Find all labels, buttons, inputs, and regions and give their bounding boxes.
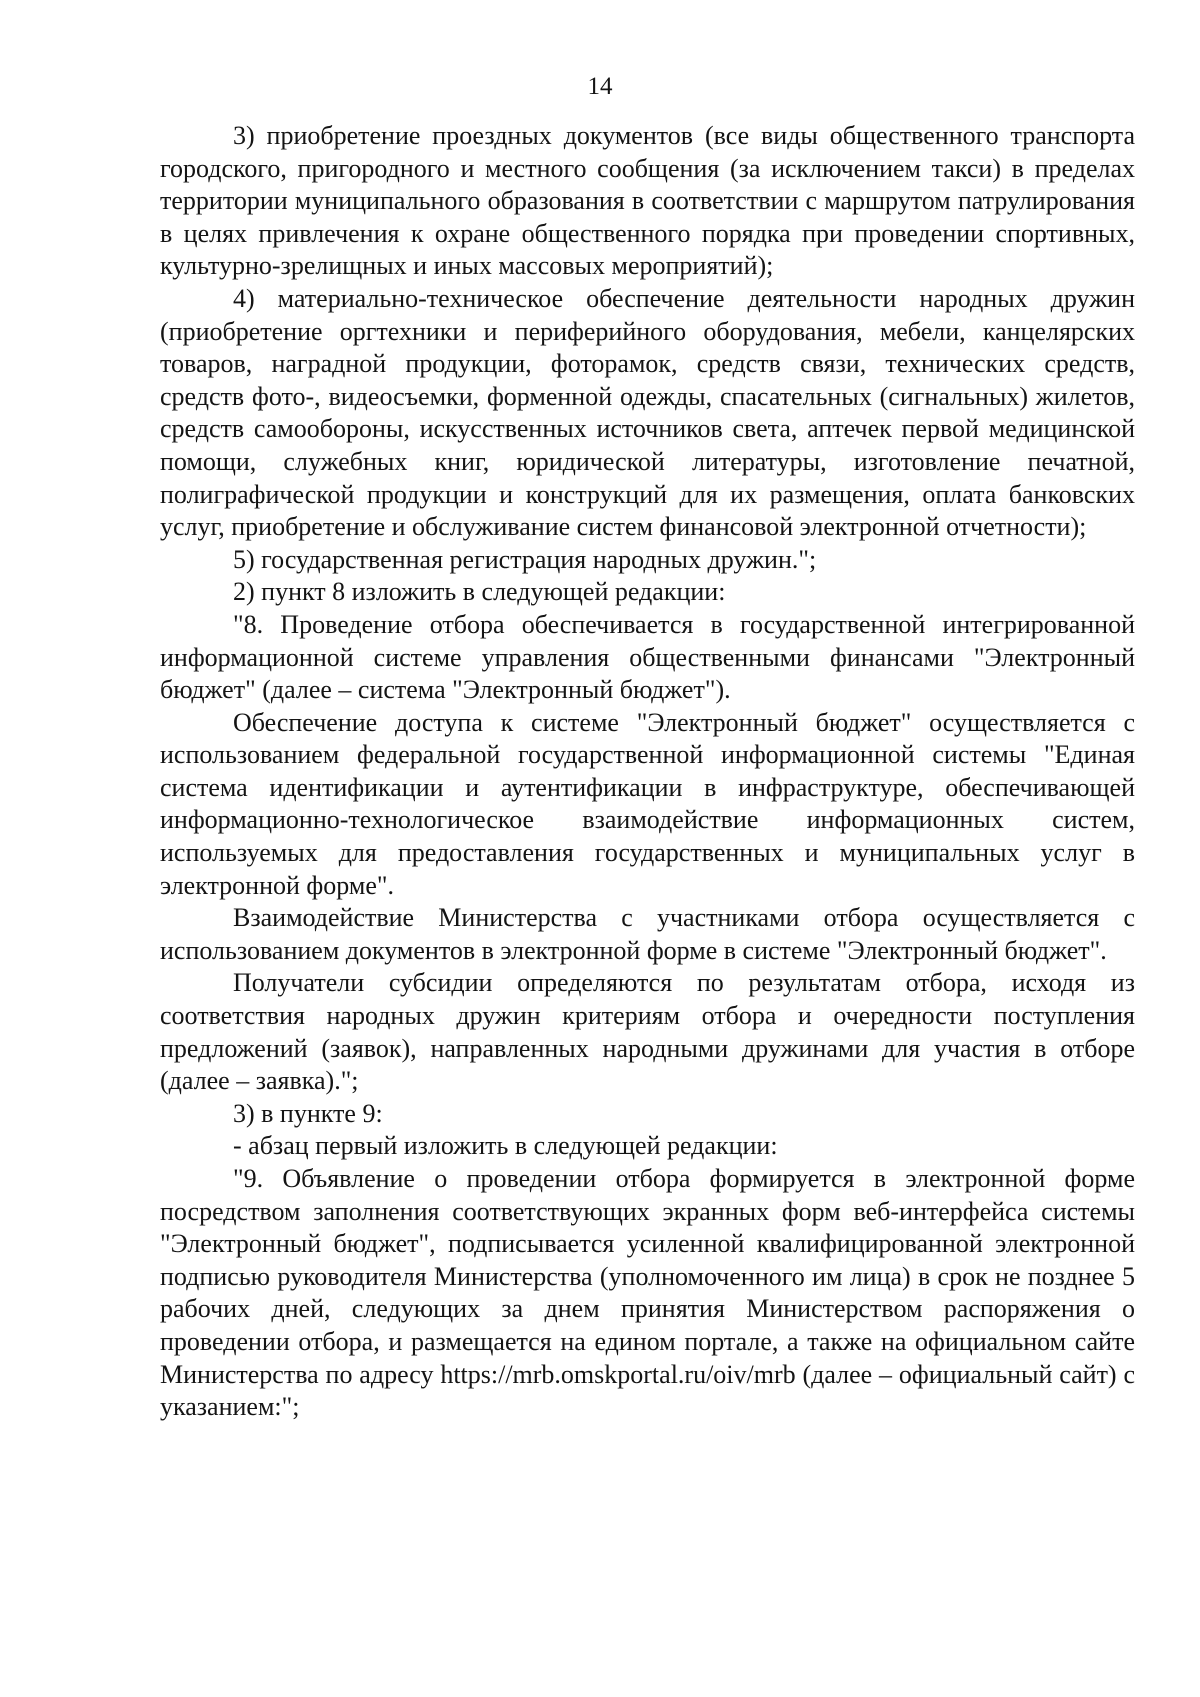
paragraph-clause-9: "9. Объявление о проведении отбора формируется в электронной форме посредством заполнения соответствующих экранных форм веб-интерфейса системы "Электронный бюджет", подписывается усиленной квалифицированной электронной подписью руководителя Министерства (уполномоченного им лица) в срок не позднее 5 рабочих дней, следующих за днем принятия Министерством распоряжения о проведении отбора, и размещается на едином портале, а также на официальном сайте Министерства по адресу https://mrb.omskportal.ru/oiv/mrb (далее – официальный сайт) с указанием:"; (160, 1164, 1135, 1422)
paragraph-clause-8: "8. Проведение отбора обеспечивается в государственной интегрированной информационной системе управления общественными финансами "Электронный бюджет" (далее – система "Электронный бюджет"). (160, 609, 1135, 705)
paragraph-recipients: Получатели субсидии определяются по результатам отбора, исходя из соответствия народных дружин критериям отбора и очередности поступления предложений (заявок), направленных народными дружинами для участия в отборе (далее – заявка)."; (160, 968, 1135, 1096)
paragraph-item-4-material-support: 4) материально-техническое обеспечение деятельности народных дружин (приобретение оргтехники и периферийного оборудования, мебели, канцелярских товаров, наградной продукции, фоторамок, средств связи, технических средств, средств фото-, видеосъемки, форменной одежды, спасательных (сигнальных) жилетов, средств самообороны, искусственных источников света, аптечек первой медицинской помощи, служебных книг, юридической литературы, изготовление печатной, полиграфической продукции и конструкций для их размещения, оплата банковских услуг, приобретение и обслуживание систем финансовой электронной отчетности); (160, 283, 1135, 542)
paragraph-first-abzac: - абзац первый изложить в следующей редакции: (233, 1131, 778, 1161)
paragraph-item-5-registration: 5) государственная регистрация народных дружин."; (233, 544, 817, 574)
document-body (160, 120, 1135, 1424)
paragraph-item-3-travel-documents: 3) приобретение проездных документов (все виды общественного транспорта городского, пригородного и местного сообщения (за исключением такси) в пределах территории муниципального образования в соответствии с маршрутом патрулирования в целях привлечения к охране общественного порядка при проведении спортивных, культурно-зрелищных и иных массовых мероприятий); (160, 121, 1135, 281)
paragraph-amendment-3: 3) в пункте 9: (233, 1098, 383, 1128)
paragraph-access-system: Обеспечение доступа к системе "Электронный бюджет" осуществляется с использованием федеральной государственной информационной системы "Единая система идентификации и аутентификации в инфраструктуре, обеспечивающей информационно-технологическое взаимодействие информационных систем, используемых для предоставления государственных и муниципальных услуг в электронной форме". (160, 707, 1135, 900)
page-number: 14 (587, 73, 613, 100)
paragraph-amendment-2: 2) пункт 8 изложить в следующей редакции: (233, 577, 726, 607)
paragraph-interaction: Взаимодействие Министерства с участниками отбора осуществляется с использованием документов в электронной форме в системе "Электронный бюджет". (160, 903, 1135, 965)
